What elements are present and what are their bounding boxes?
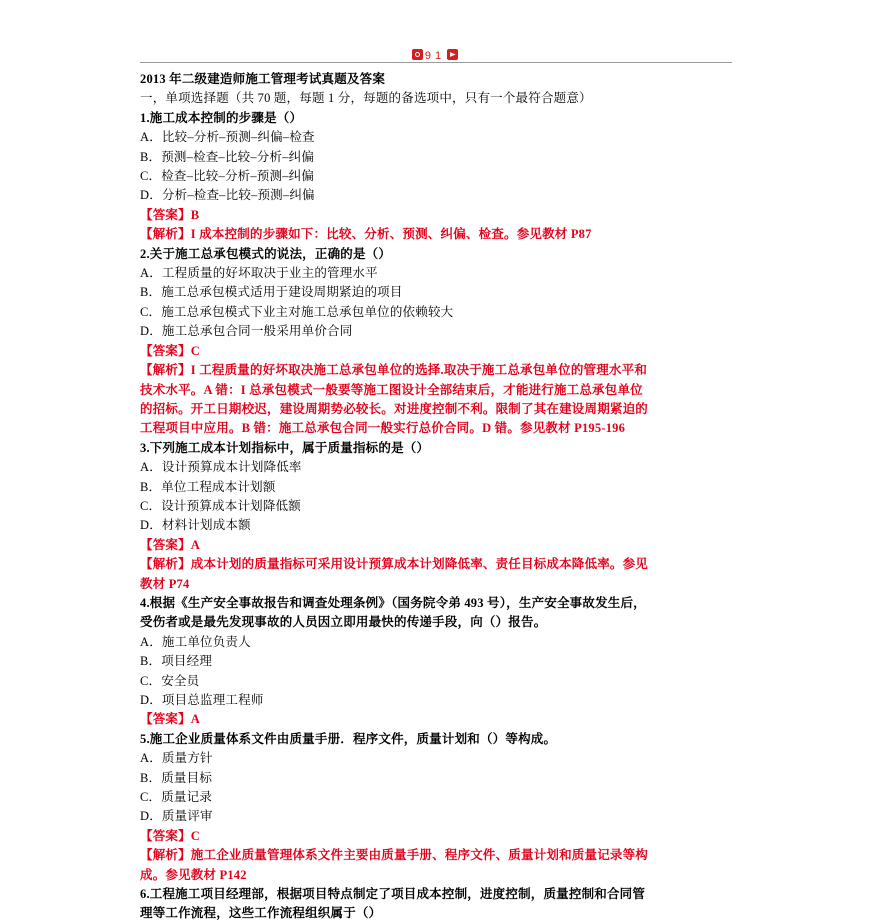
question-2-explanation-line-2: 技术水平。A 错：I 总承包模式一般要等施工图设计全部结束后，才能进行施工总承包单位 xyxy=(140,382,643,397)
question-3-answer: 【答案】A xyxy=(140,537,201,552)
question-5-option-c: C．质量记录 xyxy=(140,790,213,805)
question-2-option-c: C．施工总承包模式下业主对施工总承包单位的依赖较大 xyxy=(140,304,454,319)
record-icon xyxy=(412,49,423,60)
question-5-option-b: B．质量目标 xyxy=(140,770,213,785)
watermark-label xyxy=(412,49,458,63)
question-2-answer: 【答案】C xyxy=(140,343,201,358)
question-4-answer: 【答案】A xyxy=(140,712,201,727)
question-5-explanation-line-1: 【解析】施工企业质量管理体系文件主要由质量手册、程序文件、质量计划和质量记录等构 xyxy=(140,848,649,863)
question-3-option-d: D．材料计划成本额 xyxy=(140,518,251,533)
question-3-explanation-line-2: 教材 P74 xyxy=(140,576,190,591)
question-3-stem: 3.下列施工成本计划指标中，属于质量指标的是（） xyxy=(140,440,430,455)
question-5-explanation-line-2: 成。参见教材 P142 xyxy=(140,867,247,882)
document-body xyxy=(140,70,740,924)
question-4-option-d: D．项目总监理工程师 xyxy=(140,693,264,707)
question-4-option-a: A．施工单位负责人 xyxy=(140,634,251,649)
question-6-stem-line-1: 6.工程施工项目经理部，根据项目特点制定了项目成本控制，进度控制，质量控制和合同管 xyxy=(140,887,646,902)
question-6-stem-line-2: 理等工作流程，这些工作流程组织属于（） xyxy=(140,906,382,921)
question-2-option-d: D．施工总承包合同一般采用单价合同 xyxy=(140,324,353,339)
question-4-stem-line-1: 4.根据《生产安全事故报告和调查处理条例》（国务院令弟 493 号），生产安全事故发生后， xyxy=(140,595,646,610)
question-3-option-b: B．单位工程成本计划额 xyxy=(140,479,276,494)
page-title: 2013 年二级建造师施工管理考试真题及答案 xyxy=(140,72,386,86)
question-3-option-c: C．设计预算成本计划降低额 xyxy=(140,498,301,513)
question-5-option-d: D．质量评审 xyxy=(140,809,213,824)
question-1-option-c: C．检查–比较–分析–预测–纠偏 xyxy=(140,169,315,184)
question-4-stem-line-2: 受伤者或是最先发现事故的人员因立即用最快的传递手段，向（）报告。 xyxy=(140,615,547,630)
question-4-option-b: B．项目经理 xyxy=(140,654,213,669)
question-5-answer: 【答案】C xyxy=(140,828,201,843)
question-5-stem: 5.施工企业质量体系文件由质量手册．程序文件，质量计划和（）等构成。 xyxy=(140,731,557,746)
header-divider xyxy=(140,62,732,63)
question-3-option-a: A．设计预算成本计划降低率 xyxy=(140,460,302,475)
question-5-option-a: A．质量方针 xyxy=(140,751,213,766)
question-2-explanation-line-4: 工程项目中应用。B 错：施工总承包合同一般实行总价合同。D 错。参见教材 P195-196 xyxy=(140,421,626,436)
question-2-option-b: B．施工总承包模式适用于建设周期紧迫的项目 xyxy=(140,285,403,300)
question-2-explanation-line-3: 的招标。开工日期校迟，建设周期势必较长。对进度控制不利。限制了其在建设周期紧迫的 xyxy=(140,401,649,416)
question-2-option-a: A．工程质量的好坏取决于业主的管理水平 xyxy=(140,266,378,281)
question-1-stem: 1.施工成本控制的步骤是（） xyxy=(140,110,303,125)
question-4-option-c: C．安全员 xyxy=(140,673,200,688)
question-2-stem: 2.关于施工总承包模式的说法，正确的是（） xyxy=(140,246,392,261)
question-1-explanation: 【解析】I 成本控制的步骤如下：比较、分析、预测、纠偏、检查。参见教材 P87 xyxy=(140,227,592,242)
question-1-answer: 【答案】B xyxy=(140,207,200,222)
watermark-text: 9 1 xyxy=(424,50,446,62)
question-2-explanation-line-1: 【解析】I 工程质量的好坏取决施工总承包单位的选择.取决于施工总承包单位的管理水平和 xyxy=(140,363,648,378)
play-icon xyxy=(447,49,458,60)
question-1-option-d: D．分析–检查–比较–预测–纠偏 xyxy=(140,188,315,203)
section-heading: 一，单项选择题（共 70 题，每题 1 分，每题的备选项中，只有一个最符合题意） xyxy=(140,91,592,106)
question-1-option-a: A．比较–分析–预测–纠偏–检查 xyxy=(140,130,315,145)
question-3-explanation-line-1: 【解析】成本计划的质量指标可采用设计预算成本计划降低率、责任目标成本降低率。参见 xyxy=(140,557,649,572)
question-1-option-b: B．预测–检查–比较–分析–纠偏 xyxy=(140,149,315,164)
